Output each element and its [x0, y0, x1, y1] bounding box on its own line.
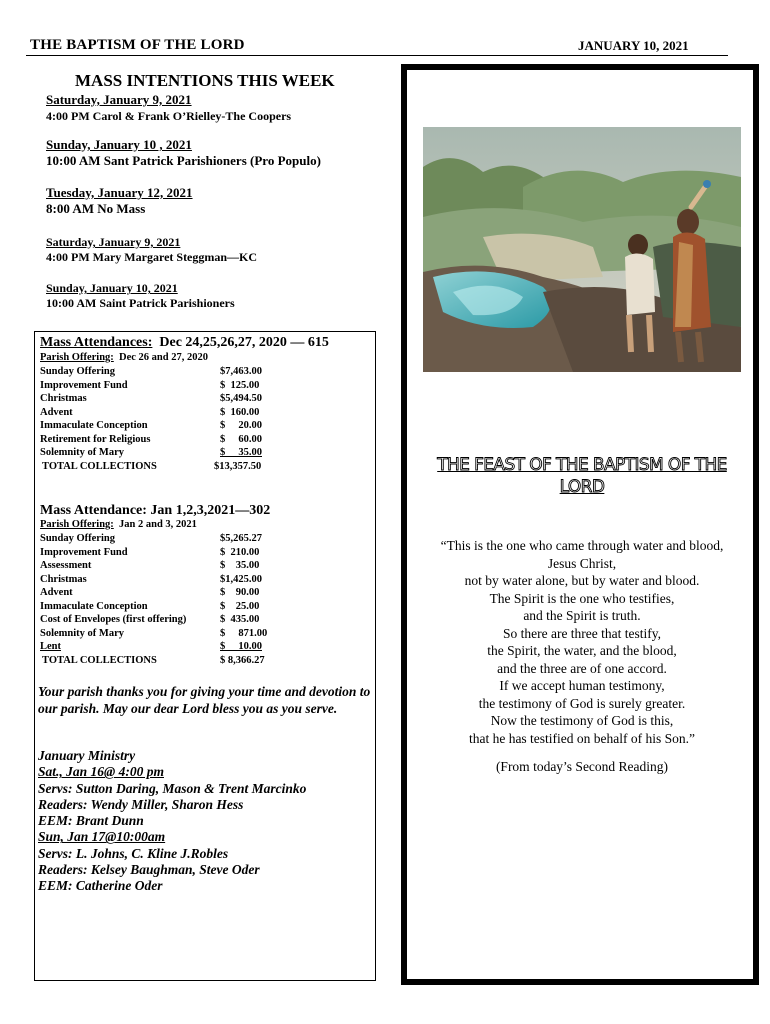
collection-row — [40, 365, 262, 379]
collection-amount: $ 25.00 — [220, 600, 260, 612]
collection-row — [40, 640, 262, 654]
collection-row — [40, 627, 268, 641]
attendance-dates: Dec 24,25,26,27, 2020 — 615 — [152, 335, 329, 350]
scripture-source: (From today’s Second Reading) — [495, 759, 669, 774]
intention-entry — [46, 235, 257, 265]
header-rule — [26, 55, 728, 56]
collection-amount: $ 125.00 — [220, 379, 260, 391]
offering-dates: Jan 2 and 3, 2021 — [113, 519, 197, 530]
intention-entry — [46, 92, 291, 124]
collection-label: Assessment — [40, 560, 92, 571]
offering-label: Parish Offering: — [40, 519, 114, 530]
collection-label: Lent — [40, 641, 61, 652]
collection-amount: $ 160.00 — [220, 406, 260, 418]
collection-amount: $5,494.50 — [220, 393, 262, 404]
scripture-line: Now the testimony of God is this, — [490, 713, 674, 728]
total-label: TOTAL COLLECTIONS — [42, 460, 157, 472]
scripture-passage — [417, 537, 747, 747]
bulletin-title: THE BAPTISM OF THE LORD — [30, 37, 245, 53]
collection-total-row — [40, 460, 262, 474]
feast-title-line-2: LORD — [559, 477, 605, 497]
collection-label: Solemnity of Mary — [40, 627, 124, 639]
collection-label: Immaculate Conception — [40, 600, 148, 612]
collection-amount: $ 35.00 — [220, 447, 262, 458]
intention-text: 8:00 AM No Mass — [46, 201, 146, 216]
collection-label: Solemnity of Mary — [40, 447, 124, 458]
feast-title-line-1: THE FEAST OF THE BAPTISM OF THE — [437, 455, 727, 475]
collection-label: Cost of Envelopes (first offering) — [40, 614, 187, 625]
intention-entry — [46, 185, 193, 217]
collection-row — [40, 433, 262, 447]
collection-row — [40, 419, 262, 433]
intention-entry — [46, 137, 321, 169]
collection-row — [40, 600, 260, 614]
attendance-label: Mass Attendances: — [40, 335, 153, 350]
collection-amount: $ 90.00 — [220, 587, 260, 598]
intention-text: 10:00 AM Saint Patrick Parishioners — [46, 296, 235, 310]
collection-row — [40, 586, 260, 600]
collection-label: Sunday Offering — [40, 366, 115, 377]
collection-label: Advent — [40, 406, 73, 418]
collection-row — [40, 559, 260, 573]
intention-text: 4:00 PM Mary Margaret Steggman—KC — [46, 250, 258, 264]
scripture-line: and the three are of one accord. — [497, 660, 667, 676]
collection-row — [40, 573, 262, 587]
collection-label: Improvement Fund — [40, 379, 128, 391]
offering-label: Parish Offering: — [40, 352, 114, 363]
collection-amount: $1,425.00 — [220, 573, 262, 585]
attendance-heading-2: Mass Attendance: Jan 1,2,3,2021—302 — [40, 503, 271, 518]
intention-day: Saturday, January 9, 2021 — [46, 235, 181, 249]
parish-offering-2 — [40, 519, 197, 530]
scripture-line: “This is the one who came through water and blood, — [440, 538, 724, 553]
collection-amount: $ 35.00 — [220, 560, 260, 571]
collection-amount: $ 60.00 — [220, 433, 262, 445]
collection-row — [40, 392, 262, 406]
bulletin-date: JANUARY 10, 2021 — [578, 38, 689, 53]
feast-title — [425, 454, 739, 498]
collection-row — [40, 406, 260, 420]
offering-dates: Dec 26 and 27, 2020 — [113, 352, 208, 363]
scripture-line: the Spirit, the water, and the blood, — [487, 643, 677, 658]
january-ministry — [38, 748, 374, 895]
collection-total-row — [40, 654, 265, 668]
total-amount: $ 8,366.27 — [220, 654, 265, 666]
collection-row — [40, 446, 262, 460]
ministry-sun-servers: Servs: L. Johns, C. Kline J.Robles — [38, 845, 229, 861]
collection-label: Sunday Offering — [40, 533, 115, 544]
intention-day: Tuesday, January 12, 2021 — [46, 185, 193, 200]
collections-table-2 — [40, 532, 268, 667]
intention-day: Sunday, January 10 , 2021 — [46, 137, 192, 152]
collection-amount: $ 20.00 — [220, 420, 262, 431]
collections-table-1 — [40, 365, 262, 473]
mass-intentions-title: MASS INTENTIONS THIS WEEK — [75, 71, 335, 90]
intention-entry — [46, 281, 235, 311]
collection-label: Advent — [40, 587, 73, 598]
collection-amount: $ 435.00 — [220, 614, 260, 625]
ministry-sun-heading: Sun, Jan 17@10:00am — [38, 829, 166, 845]
ministry-sat-heading: Sat., Jan 16@ 4:00 pm — [38, 764, 164, 780]
scripture-line: The Spirit is the one who testifies, — [489, 590, 675, 606]
scripture-line: that he has testified on behalf of his Son.” — [468, 730, 696, 746]
ministry-sun-readers: Readers: Kelsey Baughman, Steve Oder — [38, 862, 260, 878]
collection-label: Immaculate Conception — [40, 420, 148, 431]
collection-amount: $7,463.00 — [220, 366, 262, 377]
scripture-line: Jesus Christ, — [547, 555, 617, 571]
collection-label: Retirement for Religious — [40, 433, 151, 445]
intention-text: 10:00 AM Sant Patrick Parishioners (Pro Populo) — [46, 153, 321, 168]
scripture-line: and the Spirit is truth. — [523, 608, 641, 623]
collection-row — [40, 613, 260, 627]
intention-text: 4:00 PM Carol & Frank O’Rielley-The Coopers — [46, 109, 292, 123]
collection-amount: $5,265.27 — [220, 533, 262, 544]
intention-day: Saturday, January 9, 2021 — [46, 92, 192, 107]
ministry-sat-servers: Servs: Sutton Daring, Mason & Trent Marcinko — [38, 780, 307, 796]
total-amount: $13,357.50 — [214, 460, 262, 472]
collection-label: Christmas — [40, 573, 87, 585]
collection-label: Improvement Fund — [40, 546, 128, 558]
ministry-sat-eem: EEM: Brant Dunn — [38, 813, 144, 829]
parish-offering-1 — [40, 352, 208, 363]
ministry-sun-eem: EEM: Catherine Oder — [38, 878, 163, 894]
scripture-line: not by water alone, but by water and blood. — [464, 573, 700, 588]
collection-row — [40, 546, 260, 560]
scripture-line: So there are three that testify, — [502, 625, 662, 641]
thanks-message: Your parish thanks you for giving your time and devotion to our parish. May our dear Lord bless you as you serve. — [38, 684, 371, 716]
collection-amount: $ 871.00 — [220, 627, 268, 639]
attendance-heading-1 — [40, 335, 329, 351]
scripture-line: the testimony of God is surely greater. — [478, 695, 686, 711]
collection-amount: $ 10.00 — [220, 641, 262, 652]
collection-label: Christmas — [40, 393, 87, 404]
collection-row — [40, 532, 262, 546]
collection-amount: $ 210.00 — [220, 546, 260, 558]
intention-day: Sunday, January 10, 2021 — [46, 281, 178, 295]
baptism-photo — [423, 127, 741, 372]
ministry-sat-readers: Readers: Wendy Miller, Sharon Hess — [38, 796, 244, 812]
collection-row — [40, 379, 260, 393]
scripture-line: If we accept human testimony, — [499, 678, 665, 693]
ministry-title: January Ministry — [38, 748, 136, 763]
total-label: TOTAL COLLECTIONS — [42, 654, 157, 666]
